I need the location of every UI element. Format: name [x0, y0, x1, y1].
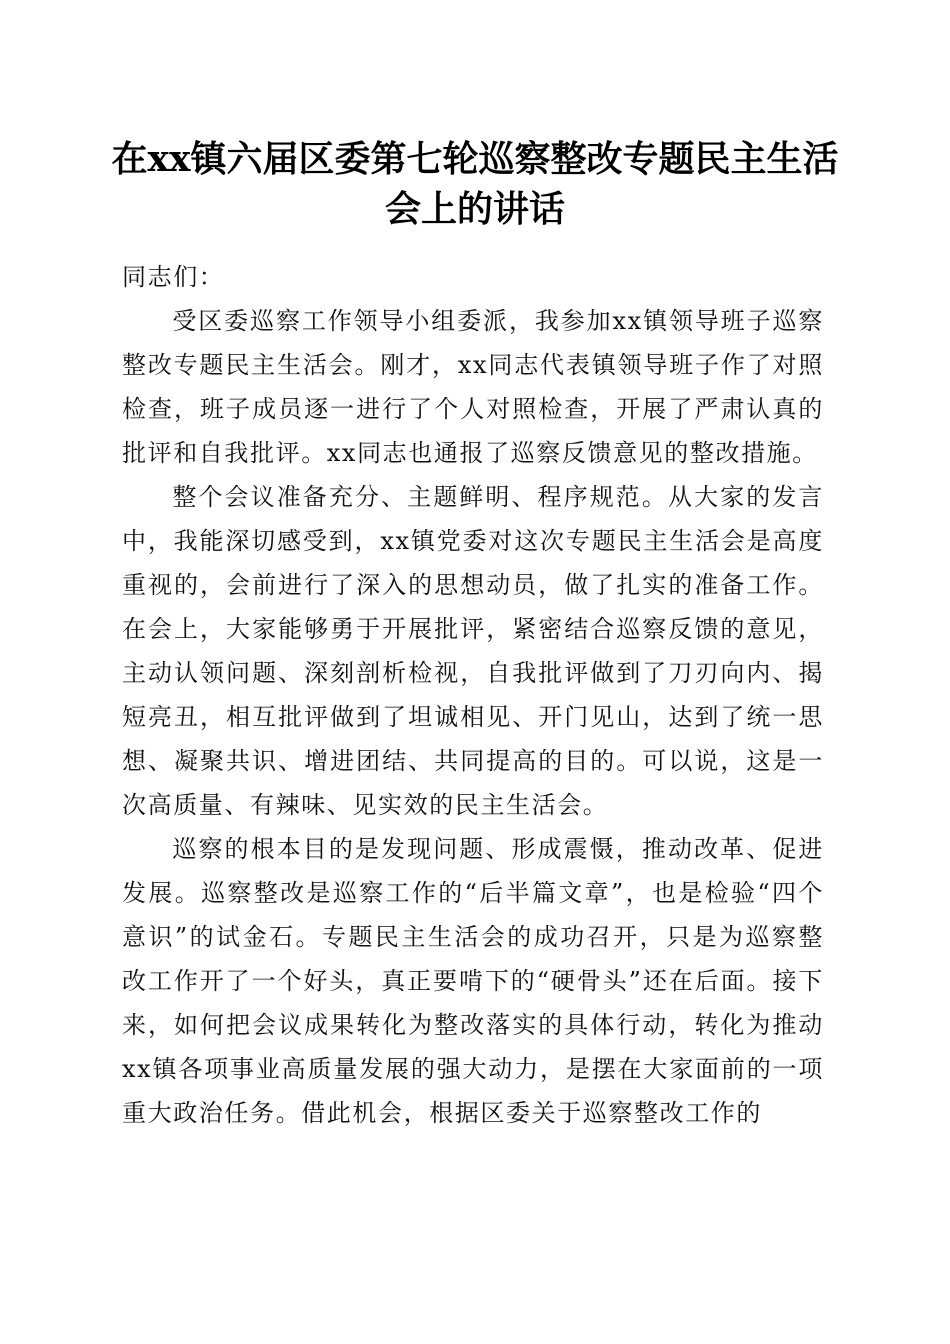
document-title: 在xx镇六届区委第七轮巡察整改专题民主生活会上的讲话 — [111, 138, 839, 230]
paragraph: 受区委巡察工作领导小组委派，我参加xx镇领导班子巡察整改专题民主生活会。刚才，xx同志代表镇领导班子作了对照检查，班子成员逐一进行了个人对照检查，开展了严肃认真的批评和自我批评。xx同志也通报了巡察反馈意见的整改措施。 — [122, 307, 824, 467]
paragraph: 巡察的根本目的是发现问题、形成震慑，推动改革、促进发展。巡察整改是巡察工作的“后半篇文章”，也是检验“四个意识”的试金石。专题民主生活会的成功召开，只是为巡察整改工作开了一个好头，真正要啃下的“硬骨头”还在后面。接下来，如何把会议成果转化为整改落实的具体行动，转化为推动xx镇各项事业高质量发展的强大动力，是摆在大家面前的一项重大政治任务。借此机会，根据区委关于巡察整改工作的 — [122, 835, 824, 1127]
document-body — [122, 255, 824, 1135]
paragraph: 整个会议准备充分、主题鲜明、程序规范。从大家的发言中，我能深切感受到，xx镇党委对这次专题民主生活会是高度重视的，会前进行了深入的思想动员，做了扎实的准备工作。在会上，大家能够勇于开展批评，紧密结合巡察反馈的意见，主动认领问题、深刻剖析检视，自我批评做到了刀刃向内、揭短亮丑，相互批评做到了坦诚相见、开门见山，达到了统一思想、凝聚共识、增进团结、共同提高的目的。可以说，这是一次高质量、有辣味、见实效的民主生活会。 — [122, 483, 824, 819]
salutation: 同志们： — [122, 263, 225, 291]
